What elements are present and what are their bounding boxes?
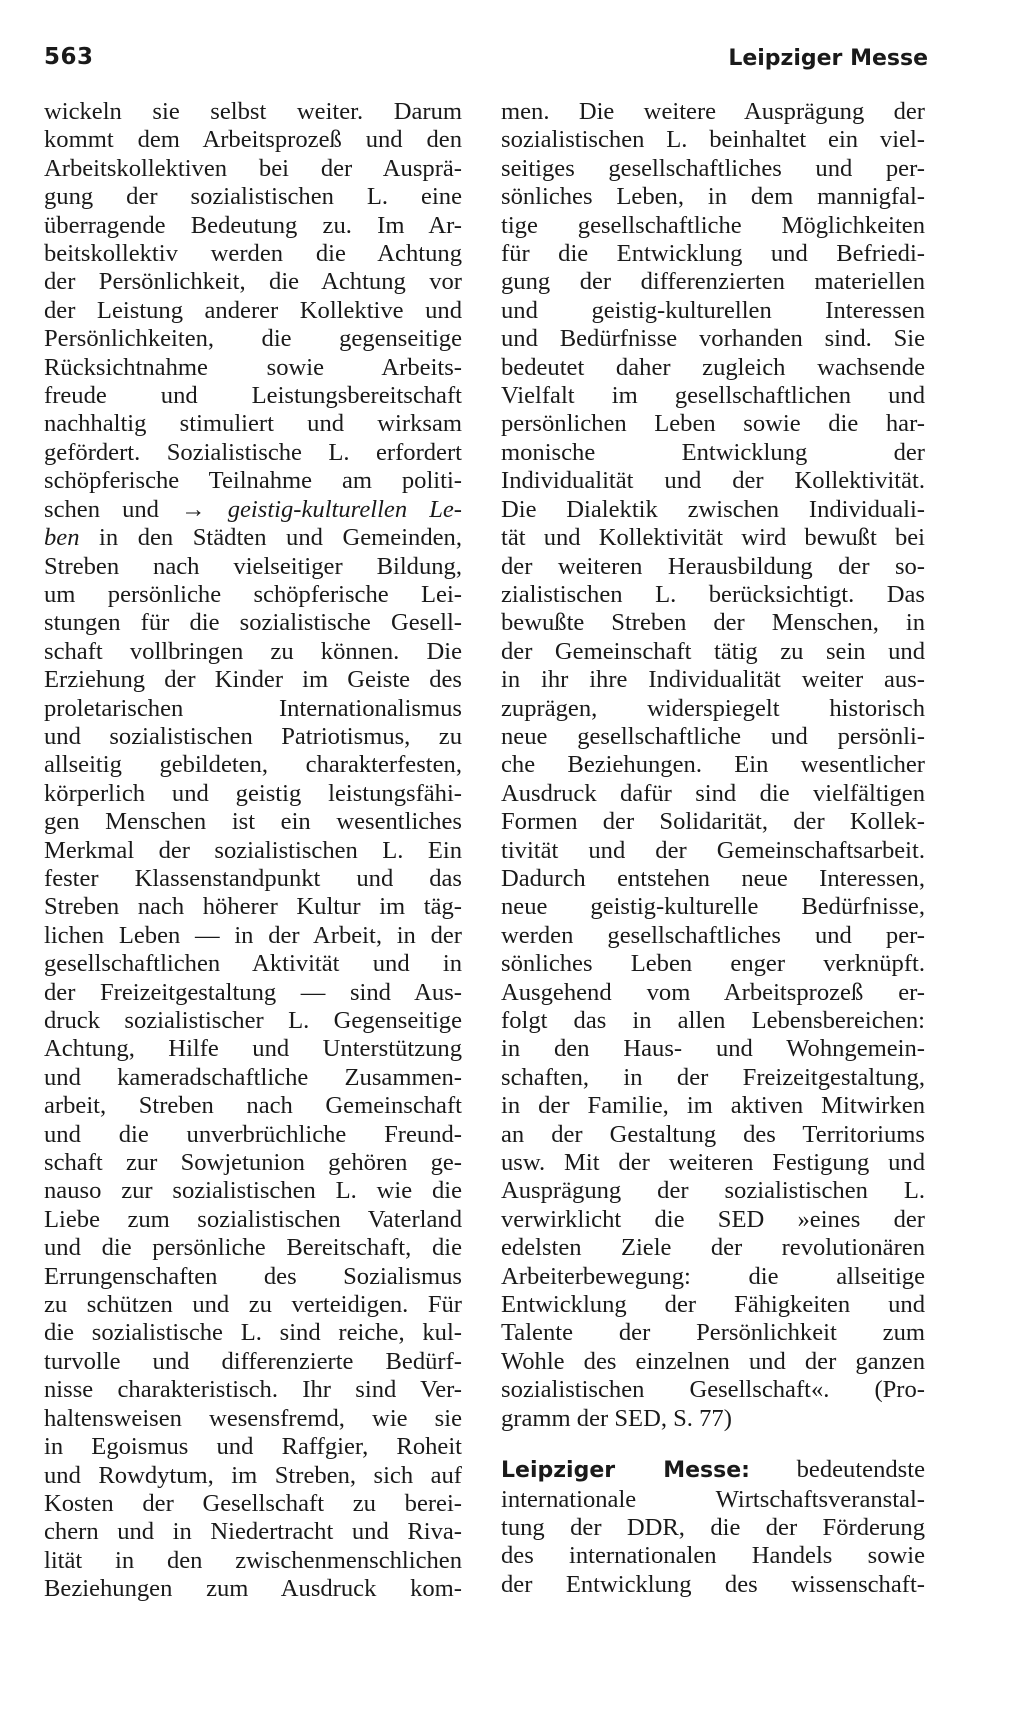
- text-line: und sozialistischen Patriotismus, zu: [44, 722, 462, 750]
- text-line: gung der differenzierten materiellen: [501, 268, 925, 296]
- text-line: der Leistung anderer Kollektive und: [44, 296, 462, 324]
- text-line: verwirklicht die SED »eines der: [501, 1205, 925, 1233]
- text-line: stungen für die sozialistische Gesell-: [44, 609, 462, 637]
- text-line: der weiteren Herausbildung der so-: [501, 552, 925, 580]
- text-line: Streben nach höherer Kultur im täg-: [44, 893, 462, 921]
- text-line: freude und Leistungsbereitschaft: [44, 382, 462, 410]
- text-line: Erziehung der Kinder im Geiste des: [44, 666, 462, 694]
- text-line: lität in den zwischenmenschlichen: [44, 1546, 462, 1574]
- text-line: kommt dem Arbeitsprozeß und den: [44, 126, 462, 154]
- text-line: schaften, in der Freizeitgestaltung,: [501, 1063, 925, 1091]
- text-line: gen Menschen ist ein wesentliches: [44, 808, 462, 836]
- text-line: gesellschaftlichen Aktivität und in: [44, 950, 462, 978]
- text-line: werden gesellschaftliches und per-: [501, 921, 925, 949]
- text-line: zu schützen und zu verteidigen. Für: [44, 1291, 462, 1319]
- text-line: Streben nach vielseitiger Bildung,: [44, 552, 462, 580]
- text-line: zialistischen L. berücksichtigt. Das: [501, 580, 925, 608]
- text-line: Vielfalt im gesellschaftlichen und: [501, 382, 925, 410]
- text-line: nachhaltig stimuliert und wirksam: [44, 410, 462, 438]
- text-line: lichen Leben — in der Arbeit, in der: [44, 921, 462, 949]
- text-line: proletarischen Internationalismus: [44, 694, 462, 722]
- text-line: Formen der Solidarität, der Kollek-: [501, 808, 925, 836]
- text-line: neue geistig-kulturelle Bedürfnisse,: [501, 893, 925, 921]
- text-line: beitskollektiv werden die Achtung: [44, 240, 462, 268]
- text-line: Entwicklung der Fähigkeiten und: [501, 1291, 925, 1319]
- text-line: folgt das in allen Lebensbereichen:: [501, 1007, 925, 1034]
- text-line: sozialistischen Gesellschaft«. (Pro-: [501, 1376, 925, 1404]
- text-line: monische Entwicklung der: [501, 438, 925, 466]
- text-line: Persönlichkeiten, die gegenseitige: [44, 325, 462, 353]
- text-line: um persönliche schöpferische Lei-: [44, 580, 462, 608]
- text-line: Wohle des einzelnen und der ganzen: [501, 1347, 925, 1375]
- text-line: persönlichen Leben sowie die har-: [501, 410, 925, 438]
- text-line: schaft vollbringen zu können. Die: [44, 637, 462, 665]
- text-line: fester Klassenstandpunkt und das: [44, 864, 462, 892]
- text-line: Merkmal der sozialistischen L. Ein: [44, 836, 462, 864]
- text-line: druck sozialistischer L. Gegenseitige: [44, 1007, 462, 1034]
- text-line: Kosten der Gesellschaft zu berei-: [44, 1489, 462, 1517]
- text-segment: in den Städten und Gemeinden,: [79, 524, 462, 552]
- text-line: Beziehungen zum Ausdruck kom-: [44, 1575, 462, 1603]
- entry-spacer: [501, 1433, 925, 1456]
- text-line: edelsten Ziele der revolutionären: [501, 1234, 925, 1262]
- text-line: und geistig-kulturellen Interessen: [501, 296, 925, 324]
- entry-first-line: [501, 1456, 925, 1485]
- text-line: seitiges gesellschaftliches und per-: [501, 154, 925, 182]
- text-line: Ausdruck dafür sind die vielfältigen: [501, 779, 925, 807]
- text-line: Talente der Persönlichkeit zum: [501, 1319, 925, 1347]
- text-line: Dadurch entstehen neue Interessen,: [501, 864, 925, 892]
- text-line: Die Dialektik zwischen Individuali-: [501, 495, 925, 523]
- text-line: Ausgehend vom Arbeitsprozeß er-: [501, 978, 925, 1006]
- text-line: der Persönlichkeit, die Achtung vor: [44, 268, 462, 296]
- text-line: nisse charakteristisch. Ihr sind Ver-: [44, 1376, 462, 1404]
- text-line: die sozialistische L. sind reiche, kul-: [44, 1319, 462, 1347]
- text-line: tät und Kollektivität wird bewußt bei: [501, 524, 925, 552]
- text-line: che Beziehungen. Ein wesentlicher: [501, 751, 925, 779]
- text-line: und Rowdytum, im Streben, sich auf: [44, 1461, 462, 1489]
- text-line: Rücksichtnahme sowie Arbeits-: [44, 353, 462, 381]
- text-line: und die unverbrüchliche Freund-: [44, 1120, 462, 1148]
- text-line: in den Haus- und Wohngemein-: [501, 1035, 925, 1063]
- text-line: in der Familie, im aktiven Mitwirken: [501, 1092, 925, 1120]
- text-line: zuprägen, widerspiegelt historisch: [501, 694, 925, 722]
- text-line: bewußte Streben der Menschen, in: [501, 609, 925, 637]
- text-line: gefördert. Sozialistische L. erfordert: [44, 438, 462, 466]
- text-line: überragende Bedeutung zu. Im Ar-: [44, 211, 462, 239]
- text-line: schaft zur Sowjetunion gehören ge-: [44, 1149, 462, 1177]
- text-segment: schen und →: [44, 495, 206, 523]
- text-line: und kameradschaftliche Zusammen-: [44, 1063, 462, 1091]
- text-line: der Gemeinschaft tätig zu sein und: [501, 637, 925, 665]
- text-segment: bedeutendste: [749, 1456, 925, 1484]
- text-line: wickeln sie selbst weiter. Darum: [44, 98, 462, 125]
- text-line: und Bedürfnisse vorhanden sind. Sie: [501, 325, 925, 353]
- text-line: in Egoismus und Raffgier, Roheit: [44, 1433, 462, 1461]
- text-line: neue gesellschaftliche und persönli-: [501, 722, 925, 750]
- text-line: gramm der SED, S. 77): [501, 1404, 732, 1432]
- text-line: internationale Wirtschaftsveranstal-: [501, 1485, 925, 1513]
- right-column: [501, 98, 925, 1599]
- text-line: arbeit, Streben nach Gemeinschaft: [44, 1092, 462, 1120]
- text-line: sozialistischen L. beinhaltet ein viel-: [501, 126, 925, 154]
- text-line: Ausprägung der sozialistischen L.: [501, 1177, 925, 1205]
- text-line: men. Die weitere Ausprägung der: [501, 98, 925, 125]
- text-line: tige gesellschaftliche Möglichkeiten: [501, 211, 925, 239]
- text-line: Liebe zum sozialistischen Vaterland: [44, 1205, 462, 1233]
- text-line: tung der DDR, die der Förderung: [501, 1513, 925, 1541]
- left-column: [44, 98, 462, 1604]
- cross-reference: ben: [44, 524, 80, 552]
- text-line: der Entwicklung des wissenschaft-: [501, 1570, 925, 1598]
- text-line: turvolle und differenzierte Bedürf-: [44, 1347, 462, 1375]
- text-line: [44, 524, 462, 552]
- text-line: Arbeitskollektiven bei der Ausprä-: [44, 154, 462, 182]
- text-line: [44, 496, 462, 524]
- text-line: Errungenschaften des Sozialismus: [44, 1262, 462, 1290]
- text-line: des internationalen Handels sowie: [501, 1542, 925, 1570]
- cross-reference: geistig-kulturellen Le-: [227, 495, 462, 523]
- text-line: schöpferische Teilnahme am politi-: [44, 467, 462, 495]
- text-line: der Freizeitgestaltung — sind Aus-: [44, 978, 462, 1006]
- text-line: tivität und der Gemeinschaftsarbeit.: [501, 836, 925, 864]
- text-line: Individualität und der Kollektivität.: [501, 467, 925, 495]
- text-line: Arbeiterbewegung: die allseitige: [501, 1262, 925, 1290]
- text-line: bedeutet daher zugleich wachsende: [501, 353, 925, 381]
- text-line: Achtung, Hilfe und Unterstützung: [44, 1035, 462, 1063]
- text-line: nauso zur sozialistischen L. wie die: [44, 1177, 462, 1205]
- text-line: für die Entwicklung und Befriedi-: [501, 240, 925, 268]
- page-number: 563: [44, 44, 94, 70]
- text-line: sönliches Leben, in dem mannigfal-: [501, 183, 925, 211]
- text-line: in ihr ihre Individualität weiter aus-: [501, 666, 925, 694]
- entry-title: Leipziger Messe:: [501, 1458, 750, 1484]
- text-line: chern und in Niedertracht und Riva-: [44, 1518, 462, 1546]
- running-head: Leipziger Messe: [728, 46, 928, 71]
- text-line: usw. Mit der weiteren Festigung und: [501, 1149, 925, 1177]
- text-line: allseitig gebildeten, charakterfesten,: [44, 751, 462, 779]
- text-line: sönliches Leben enger verknüpft.: [501, 950, 925, 978]
- text-line: körperlich und geistig leistungsfähi-: [44, 779, 462, 807]
- text-line: an der Gestaltung des Territoriums: [501, 1120, 925, 1148]
- text-line: haltensweisen wesensfremd, wie sie: [44, 1404, 462, 1432]
- text-line: gung der sozialistischen L. eine: [44, 183, 462, 211]
- text-line: und die persönliche Bereitschaft, die: [44, 1234, 462, 1262]
